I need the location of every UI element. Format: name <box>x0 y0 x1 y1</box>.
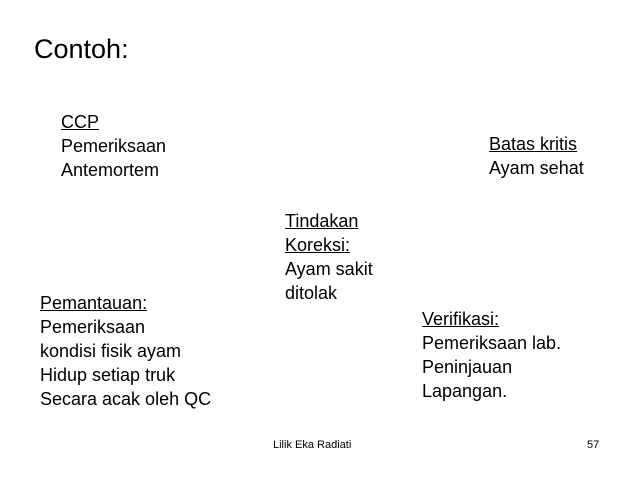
pemantauan-line: Pemeriksaan <box>40 317 146 337</box>
tindakan-koreksi-line: ditolak <box>285 283 338 303</box>
pemantauan-block <box>40 291 211 411</box>
batas-kritis-block <box>489 132 584 180</box>
tindakan-koreksi-heading: Tindakan <box>285 211 359 231</box>
batas-kritis-heading: Batas kritis <box>489 134 578 154</box>
tindakan-koreksi-line: Ayam sakit <box>285 259 373 279</box>
pemantauan-heading: Pemantauan: <box>40 293 148 313</box>
ccp-heading: CCP <box>61 112 100 132</box>
tindakan-koreksi-heading: Koreksi: <box>285 235 351 255</box>
verifikasi-line: Peninjauan <box>422 357 513 377</box>
verifikasi-block <box>422 307 561 403</box>
slide-title: Contoh: <box>34 34 129 64</box>
tindakan-koreksi-block <box>285 209 373 305</box>
verifikasi-line: Lapangan. <box>422 381 508 401</box>
ccp-line: Antemortem <box>61 160 160 180</box>
pemantauan-line: Secara acak oleh QC <box>40 389 212 409</box>
pemantauan-line: kondisi fisik ayam <box>40 341 182 361</box>
pemantauan-line: Hidup setiap truk <box>40 365 176 385</box>
batas-kritis-line: Ayam sehat <box>489 158 584 178</box>
verifikasi-line: Pemeriksaan lab. <box>422 333 562 353</box>
ccp-block <box>61 110 166 182</box>
page-number: 57 <box>587 439 600 451</box>
verifikasi-heading: Verifikasi: <box>422 309 500 329</box>
ccp-line: Pemeriksaan <box>61 136 167 156</box>
footer-author: Lilik Eka Radiati <box>273 439 352 451</box>
